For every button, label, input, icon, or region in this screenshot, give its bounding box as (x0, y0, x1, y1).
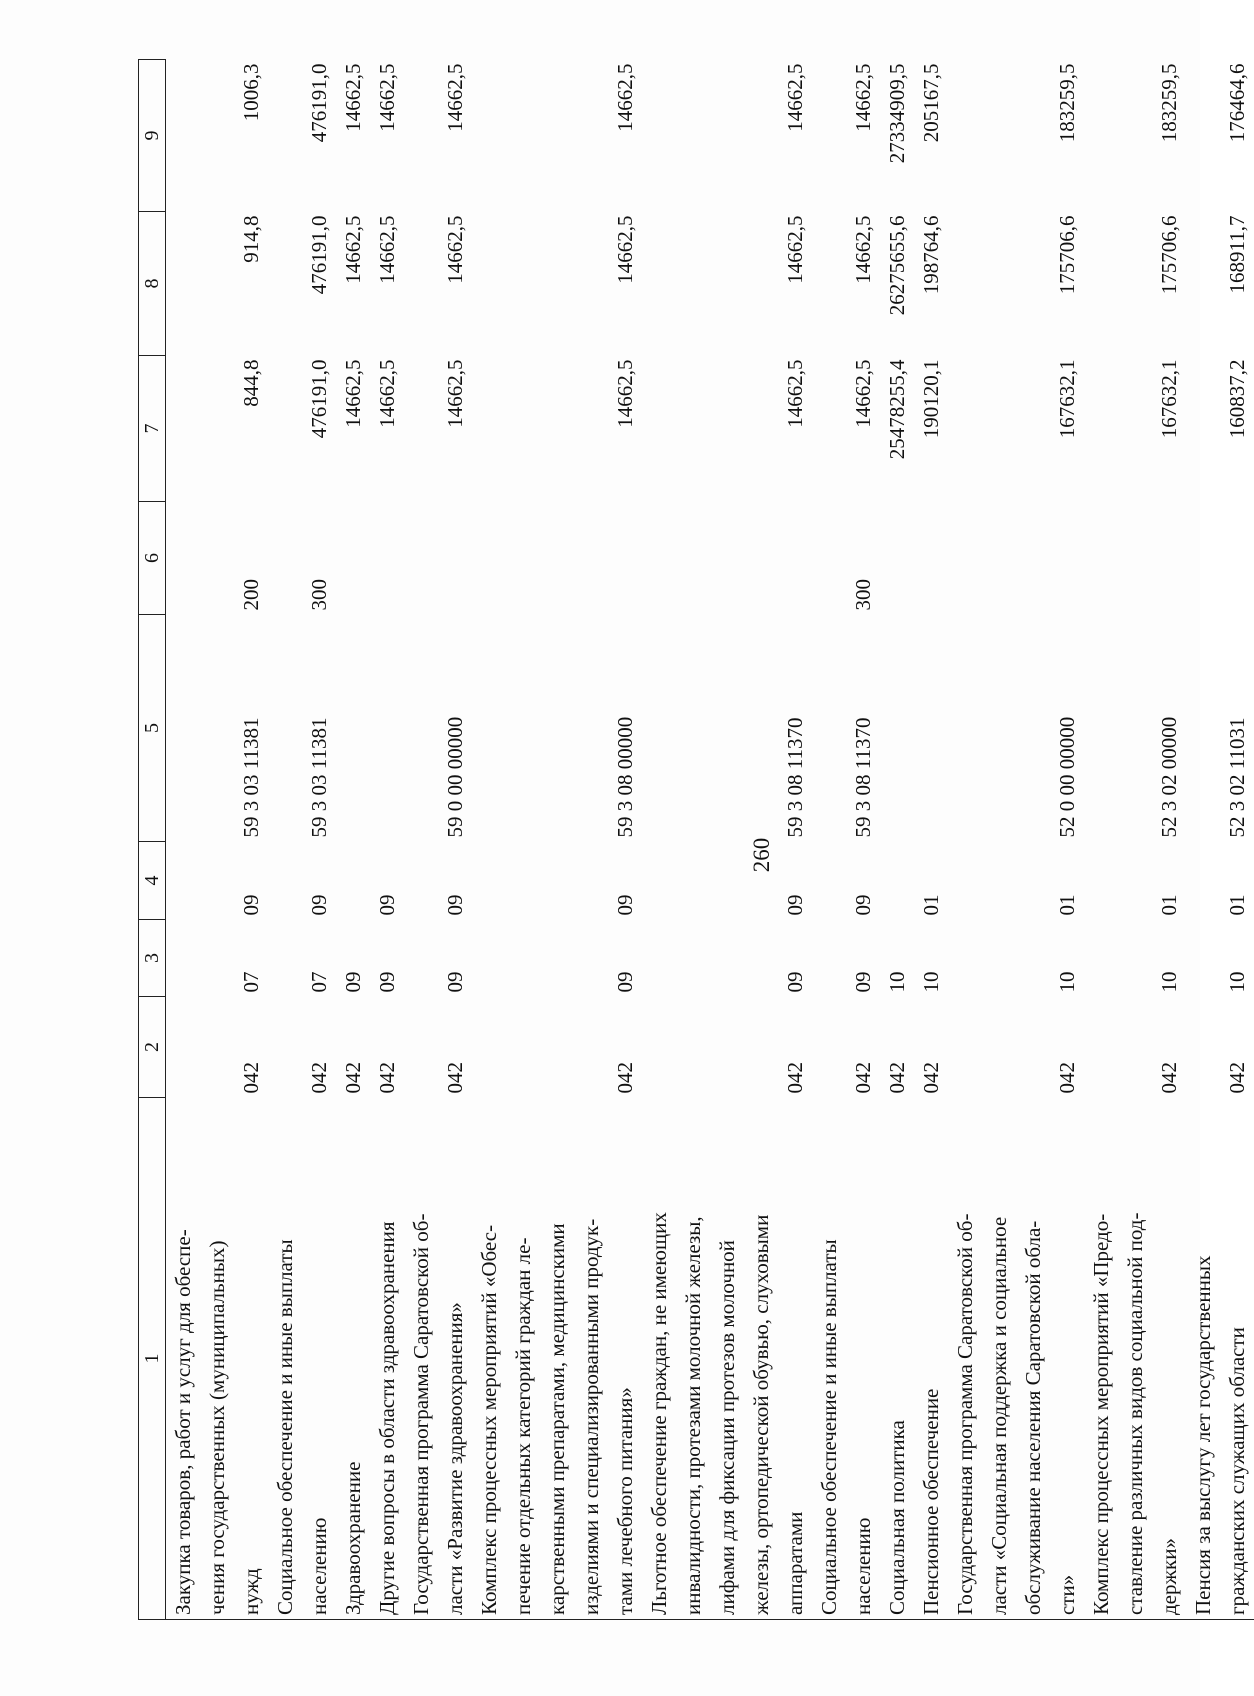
cell-amount-year-2: 175706,6 (1055, 215, 1079, 295)
cell-expense-type (880, 502, 914, 615)
cell-amount-year-3: 183259,5 (1157, 63, 1181, 143)
cell-item-name (166, 1098, 269, 1620)
item-name-line: Другие вопросы в области здравоохранения (375, 1221, 399, 1615)
cell-amount-year-3: 27334909,5 (885, 63, 909, 164)
item-name-line: Пенсия за выслугу лет государственных (1191, 1255, 1215, 1615)
cell-subsection: 01 (1157, 894, 1181, 916)
cell-target-article (914, 615, 948, 842)
item-name-line: чения государственных (муниципальных) (205, 1240, 229, 1615)
cell-expense-type (336, 502, 370, 615)
item-name-line: населению (851, 1517, 875, 1615)
cell-subsection: 09 (307, 894, 331, 916)
item-name-line: Социальная политика (885, 1420, 909, 1615)
cell-amount-year-2: 168911,7 (1225, 215, 1249, 294)
cell-amount-year-2: 14662,5 (613, 215, 637, 284)
header-cell: 5 (139, 615, 166, 842)
cell-amount-year-1: 14662,5 (341, 359, 365, 428)
item-name-line: Социальное обеспечение и иные выплаты (273, 1239, 297, 1615)
header-cell: 8 (139, 212, 166, 356)
cell-item-name (268, 1098, 336, 1620)
cell-subsection: 01 (919, 894, 943, 916)
item-name-line: аппаратами (783, 1511, 807, 1615)
cell-amount-year-3: 14662,5 (613, 63, 637, 132)
cell-amount-year-1: 167632,1 (1157, 359, 1181, 439)
cell-amount-year-2: 26275655,6 (885, 215, 909, 316)
cell-section: 09 (341, 971, 365, 993)
cell-subsection: 09 (375, 894, 399, 916)
table-row (166, 60, 269, 1620)
header-cell: 3 (139, 920, 166, 997)
cell-amount-year-2: 175706,6 (1157, 215, 1181, 295)
cell-admin-code: 042 (1225, 1062, 1249, 1094)
item-name-line: ласти «Развитие здравоохранения» (443, 1302, 467, 1615)
cell-section: 09 (851, 971, 875, 993)
cell-amount-year-3: 476191,0 (307, 63, 331, 143)
item-name-line: населению (307, 1517, 331, 1615)
cell-section: 09 (783, 971, 807, 993)
cell-amount-year-2: 14662,5 (341, 215, 365, 284)
cell-admin-code: 042 (239, 1062, 263, 1094)
item-name-line: обслуживание населения Саратовской обла- (1021, 1220, 1045, 1615)
header-cell: 1 (139, 1098, 166, 1620)
cell-amount-year-1: 167632,1 (1055, 359, 1079, 439)
cell-expense-type (472, 502, 642, 615)
cell-section: 07 (307, 971, 331, 993)
cell-amount-year-2: 476191,0 (307, 215, 331, 295)
cell-target-article: 59 3 08 00000 (613, 716, 637, 838)
cell-amount-year-1: 25478255,4 (885, 359, 909, 460)
item-name-line: Комплекс процессных мероприятий «Предо- (1089, 1213, 1113, 1615)
cell-subsection: 09 (443, 894, 467, 916)
table-row (948, 60, 1084, 1620)
cell-item-name (914, 1098, 948, 1620)
cell-amount-year-1: 190120,1 (919, 359, 943, 439)
cell-amount-year-3: 183259,5 (1055, 63, 1079, 143)
cell-section: 10 (1157, 971, 1181, 993)
cell-target-article: 59 3 08 11370 (851, 717, 875, 838)
item-name-line: держки» (1157, 1538, 1181, 1615)
cell-admin-code: 042 (341, 1062, 365, 1094)
cell-admin-code: 042 (613, 1062, 637, 1094)
header-cell: 7 (139, 356, 166, 502)
cell-expense-type (948, 502, 1084, 615)
cell-target-article: 52 0 00 00000 (1055, 716, 1079, 838)
item-name-line: сти» (1055, 1574, 1079, 1615)
cell-expense-type: 300 (307, 579, 331, 611)
cell-expense-type (1186, 502, 1254, 615)
cell-section: 09 (613, 971, 637, 993)
cell-amount-year-1: 844,8 (239, 359, 263, 407)
cell-subsection: 01 (1055, 894, 1079, 916)
cell-amount-year-3: 1006,3 (239, 63, 263, 122)
cell-section: 09 (443, 971, 467, 993)
item-name-line: Здравоохранение (341, 1461, 365, 1615)
item-name-line: Социальное обеспечение и иные выплаты (817, 1239, 841, 1615)
table-row (472, 60, 642, 1620)
table-row (336, 60, 370, 1620)
cell-amount-year-2: 14662,5 (375, 215, 399, 284)
table-row (642, 60, 812, 1620)
cell-item-name (1084, 1098, 1186, 1620)
item-name-line: Льготное обеспечение граждан, не имеющих (647, 1212, 671, 1615)
cell-item-name (472, 1098, 642, 1620)
cell-target-article: 59 3 08 11370 (783, 717, 807, 838)
cell-amount-year-1: 476191,0 (307, 359, 331, 439)
cell-admin-code: 042 (919, 1062, 943, 1094)
item-name-line: печение отдельных категорий граждан ле- (511, 1237, 535, 1615)
cell-subsection: 01 (1225, 894, 1249, 916)
cell-subsection: 09 (783, 894, 807, 916)
cell-amount-year-2: 14662,5 (851, 215, 875, 284)
cell-amount-year-1: 14662,5 (613, 359, 637, 428)
item-name-line: Пенсионное обеспечение (919, 1388, 943, 1615)
table-row (812, 60, 880, 1620)
cell-expense-type (642, 502, 812, 615)
cell-target-article: 59 3 03 11381 (239, 717, 263, 838)
cell-amount-year-1: 14662,5 (783, 359, 807, 428)
table-body (166, 60, 1254, 1620)
cell-amount-year-3: 14662,5 (443, 63, 467, 132)
cell-target-article (336, 615, 370, 842)
cell-subsection: 09 (239, 894, 263, 916)
cell-amount-year-3: 14662,5 (783, 63, 807, 132)
cell-target-article: 59 3 03 11381 (307, 717, 331, 838)
cell-section: 10 (919, 971, 943, 993)
cell-amount-year-3: 176464,6 (1225, 63, 1249, 143)
page-number: 260 (749, 837, 774, 873)
table-row (404, 60, 472, 1620)
cell-amount-year-3: 14662,5 (851, 63, 875, 132)
item-name-line: нужд (239, 1568, 263, 1615)
item-name-line: ласти «Социальная поддержка и социальное (987, 1216, 1011, 1615)
cell-section: 10 (885, 971, 909, 993)
cell-expense-type: 300 (851, 579, 875, 611)
cell-amount-year-2: 14662,5 (443, 215, 467, 284)
table-header-row (139, 60, 166, 1620)
rotated-table-area (138, 60, 1249, 1620)
cell-target-article (880, 615, 914, 842)
cell-expense-type (370, 502, 404, 615)
item-name-line: ставление различных видов социальной под- (1123, 1212, 1147, 1615)
item-name-line: гражданских служащих области (1225, 1327, 1249, 1615)
cell-expense-type (914, 502, 948, 615)
cell-subsection: 09 (851, 894, 875, 916)
cell-admin-code: 042 (1055, 1062, 1079, 1094)
item-name-line: железы, ортопедической обувью, слуховыми (749, 1214, 773, 1615)
cell-section: 07 (239, 971, 263, 993)
cell-subsection (880, 842, 914, 920)
header-cell: 6 (139, 502, 166, 615)
item-name-line: изделиями и специализированными продук- (579, 1218, 603, 1615)
cell-amount-year-1: 14662,5 (375, 359, 399, 428)
table-row (370, 60, 404, 1620)
cell-amount-year-3: 14662,5 (341, 63, 365, 132)
cell-subsection: 09 (613, 894, 637, 916)
cell-admin-code: 042 (443, 1062, 467, 1094)
item-name-line: инвалидности, протезами молочной железы, (681, 1216, 705, 1615)
cell-amount-year-1: 14662,5 (443, 359, 467, 428)
cell-item-name (1186, 1098, 1254, 1620)
cell-item-name (370, 1098, 404, 1620)
table-row (914, 60, 948, 1620)
cell-target-article: 59 0 00 00000 (443, 716, 467, 838)
item-name-line: карственными препаратами, медицинскими (545, 1223, 569, 1615)
cell-amount-year-2: 198764,6 (919, 215, 943, 295)
cell-amount-year-1: 14662,5 (851, 359, 875, 428)
budget-table (138, 59, 1254, 1620)
table-row (1084, 60, 1186, 1620)
cell-item-name (642, 1098, 812, 1620)
item-name-line: Государственная программа Саратовской об- (953, 1213, 977, 1615)
cell-amount-year-2: 914,8 (239, 215, 263, 263)
item-name-line: Комплекс процессных мероприятий «Обес- (477, 1224, 501, 1615)
item-name-line: лифами для фиксации протезов молочной (715, 1240, 739, 1615)
item-name-line: Государственная программа Саратовской об- (409, 1213, 433, 1615)
table-row (268, 60, 336, 1620)
cell-amount-year-1: 160837,2 (1225, 359, 1249, 439)
header-cell: 4 (139, 842, 166, 920)
cell-item-name (336, 1098, 370, 1620)
cell-section: 10 (1225, 971, 1249, 993)
cell-admin-code: 042 (885, 1062, 909, 1094)
cell-admin-code: 042 (783, 1062, 807, 1094)
cell-admin-code: 042 (375, 1062, 399, 1094)
table-row (880, 60, 914, 1620)
cell-amount-year-3: 205167,5 (919, 63, 943, 143)
cell-admin-code: 042 (851, 1062, 875, 1094)
item-name-line: тами лечебного питания» (613, 1387, 637, 1615)
cell-expense-type: 200 (239, 579, 263, 611)
cell-section: 09 (375, 971, 399, 993)
cell-amount-year-2: 14662,5 (783, 215, 807, 284)
cell-target-article: 52 3 02 11031 (1225, 717, 1249, 838)
cell-item-name (948, 1098, 1084, 1620)
cell-section: 10 (1055, 971, 1079, 993)
cell-admin-code: 042 (1157, 1062, 1181, 1094)
cell-item-name (880, 1098, 914, 1620)
cell-item-name (404, 1098, 472, 1620)
cell-admin-code: 042 (307, 1062, 331, 1094)
header-cell: 2 (139, 997, 166, 1098)
cell-expense-type (1084, 502, 1186, 615)
cell-target-article (370, 615, 404, 842)
cell-target-article: 52 3 02 00000 (1157, 716, 1181, 838)
cell-amount-year-3: 14662,5 (375, 63, 399, 132)
cell-expense-type (404, 502, 472, 615)
cell-subsection (336, 842, 370, 920)
item-name-line: Закупка товаров, работ и услуг для обеспе- (171, 1229, 195, 1615)
cell-item-name (812, 1098, 880, 1620)
header-cell: 9 (139, 60, 166, 212)
table-row (1186, 60, 1254, 1620)
